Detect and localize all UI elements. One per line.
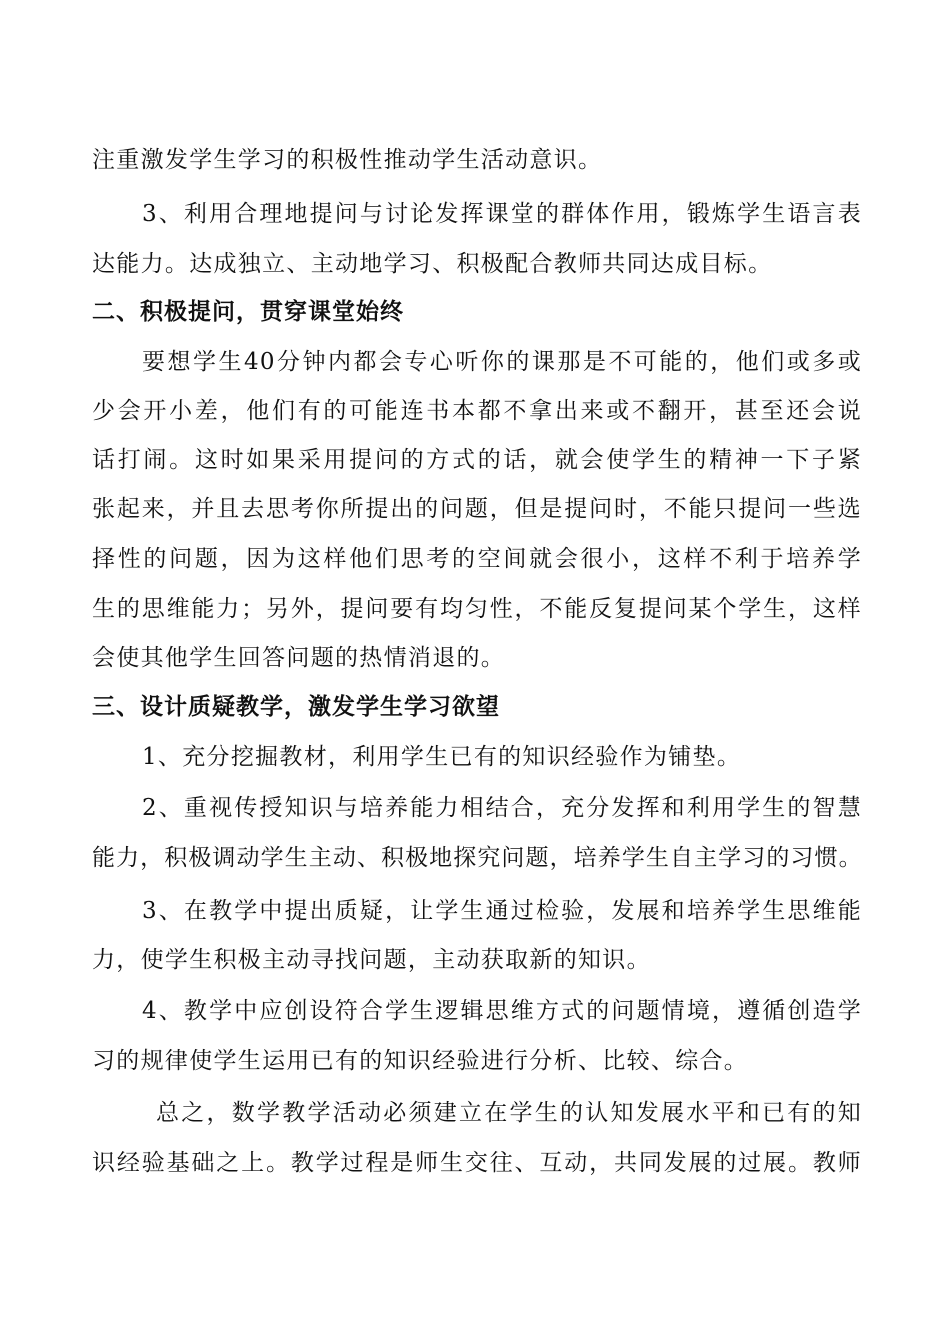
paragraph-line: 要想学生40分钟内都会专心听你的课那是不可能的，他们或多或 <box>142 349 862 375</box>
paragraph-line: 2、重视传授知识与培养能力相结合，充分发挥和利用学生的智慧 <box>142 795 862 821</box>
paragraph-line: 注重激发学生学习的积极性推动学生活动意识。 <box>92 147 603 173</box>
paragraph-line: 习的规律使学生运用已有的知识经验进行分析、比较、综合。 <box>92 1048 749 1074</box>
paragraph-line: 生的思维能力；另外，提问要有均匀性，不能反复提问某个学生，这样 <box>92 596 862 622</box>
paragraph-line: 择性的问题，因为这样他们思考的空间就会很小，这样不利于培养学 <box>92 546 862 572</box>
paragraph-line: 达能力。达成独立、主动地学习、积极配合教师共同达成目标。 <box>92 251 773 277</box>
paragraph-line: 总之，数学教学活动必须建立在学生的认知发展水平和已有的知 <box>156 1100 862 1126</box>
section-heading: 二、积极提问，贯穿课堂始终 <box>92 299 404 325</box>
section-heading: 三、设计质疑教学，激发学生学习欲望 <box>92 694 500 720</box>
paragraph-line: 张起来，并且去思考你所提出的问题，但是提问时，不能只提问一些选 <box>92 496 862 522</box>
paragraph-line: 3、利用合理地提问与讨论发挥课堂的群体作用，锻炼学生语言表 <box>142 201 862 227</box>
paragraph-line: 力，使学生积极主动寻找问题，主动获取新的知识。 <box>92 947 651 973</box>
paragraph-line: 少会开小差，他们有的可能连书本都不拿出来或不翻开，甚至还会说 <box>92 398 862 424</box>
paragraph-line: 4、教学中应创设符合学生逻辑思维方式的问题情境，遵循创造学 <box>142 998 862 1024</box>
paragraph-line: 1、充分挖掘教材，利用学生已有的知识经验作为铺垫。 <box>142 744 742 770</box>
paragraph-line: 3、在教学中提出质疑，让学生通过检验，发展和培养学生思维能 <box>142 898 862 924</box>
paragraph-line: 识经验基础之上。教学过程是师生交往、互动，共同发展的过展。教师 <box>92 1150 862 1176</box>
paragraph-line: 会使其他学生回答问题的热情消退的。 <box>92 645 506 671</box>
paragraph-line: 能力，积极调动学生主动、积极地探究问题，培养学生自主学习的习惯。 <box>92 845 862 871</box>
paragraph-line: 话打闹。这时如果采用提问的方式的话，就会使学生的精神一下子紧 <box>92 447 862 473</box>
